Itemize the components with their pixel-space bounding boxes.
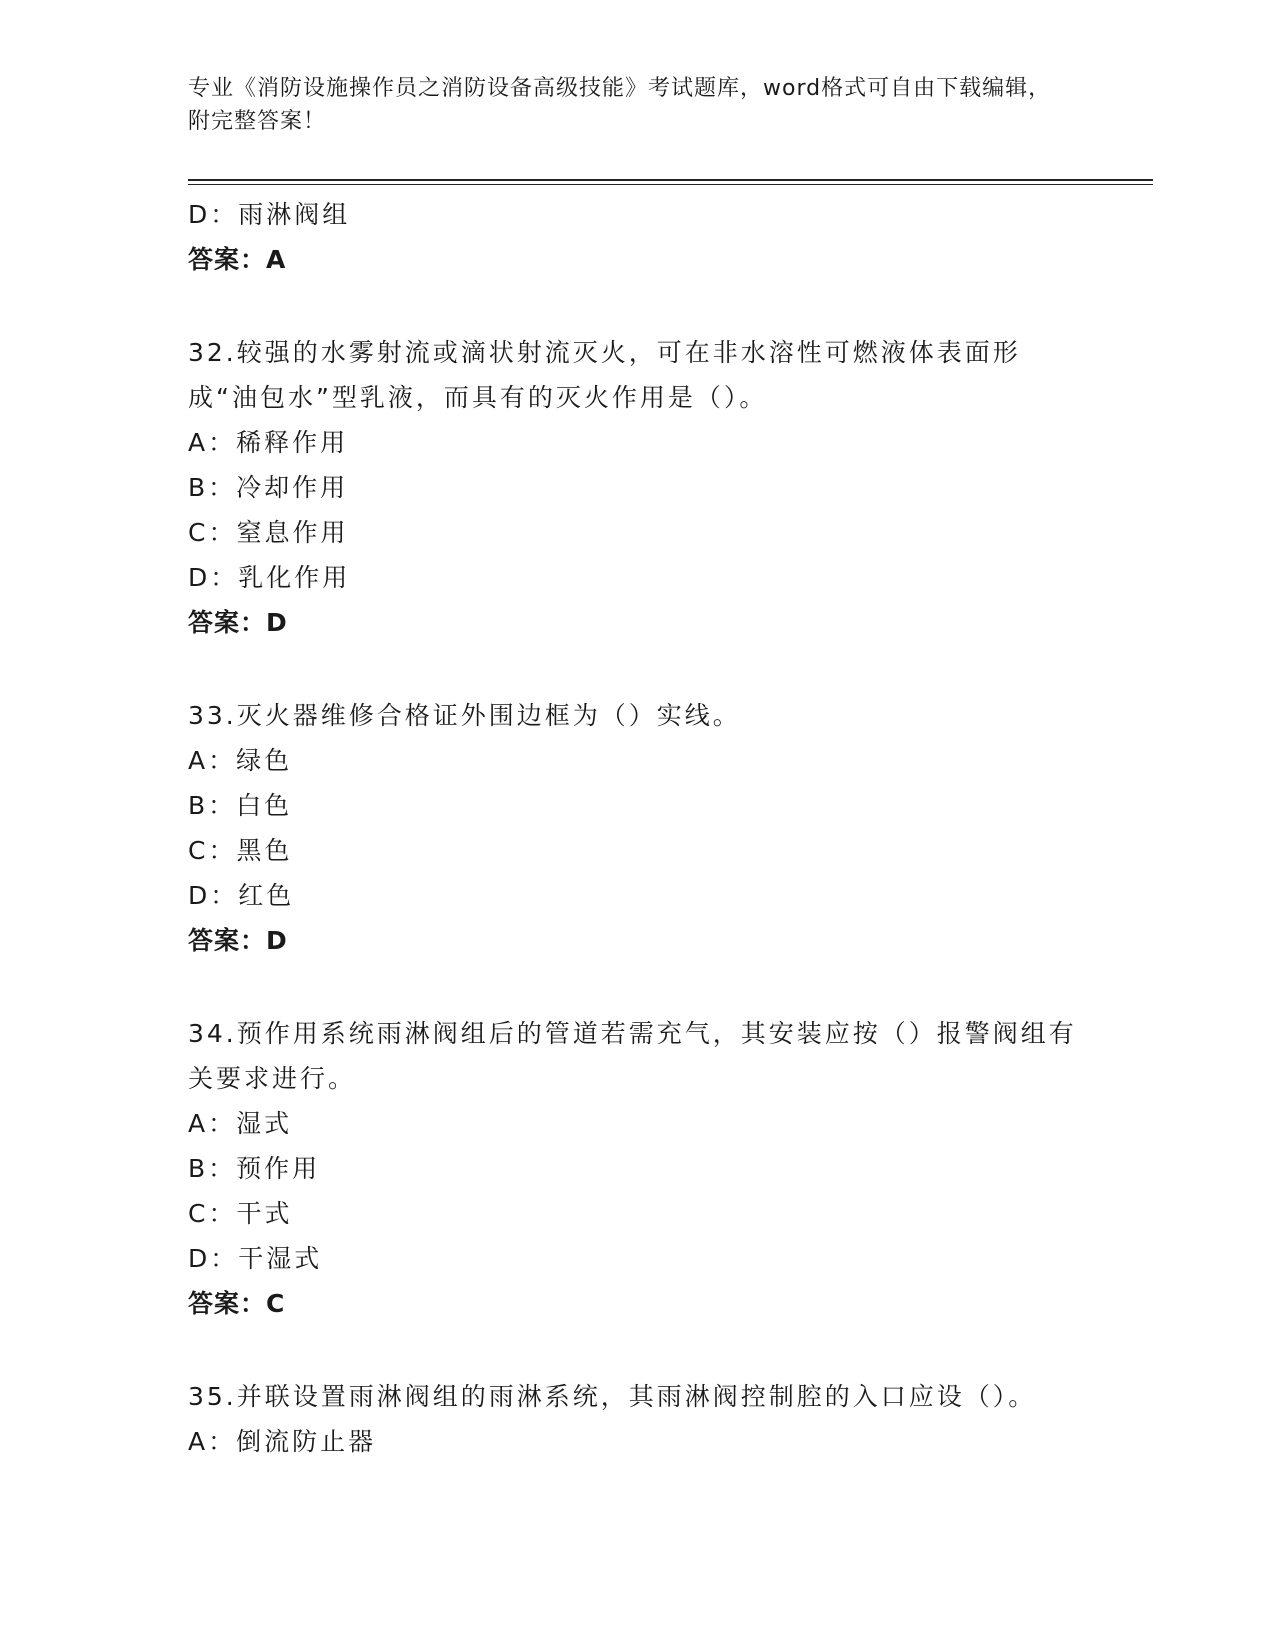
option-d: D：干湿式	[188, 1244, 323, 1273]
option-a: A：稀释作用	[188, 428, 349, 457]
option-b: B：白色	[188, 791, 293, 820]
question-stem: 35.并联设置雨淋阀组的雨淋系统，其雨淋阀控制腔的入口应设（）。	[188, 1382, 1037, 1411]
spacer	[188, 283, 1088, 330]
question-33	[188, 693, 1088, 964]
option-d: D：乳化作用	[188, 563, 351, 592]
page-header-text: 专业《消防设施操作员之消防设备高级技能》考试题库，word格式可自由下载编辑，附完整答案！	[188, 76, 1052, 134]
option-b: B：预作用	[188, 1154, 321, 1183]
question-stem: 34.预作用系统雨淋阀组后的管道若需充气，其安装应按（）报警阀组有关要求进行。	[188, 1019, 1077, 1093]
question-34	[188, 1011, 1088, 1327]
option-a: A：湿式	[188, 1109, 293, 1138]
option-d: D：红色	[188, 881, 295, 910]
answer	[188, 1281, 1088, 1327]
option-b: B：冷却作用	[188, 473, 349, 502]
spacer	[188, 646, 1088, 693]
answer	[188, 600, 1088, 646]
spacer	[188, 964, 1088, 1011]
option-c: C：黑色	[188, 836, 293, 865]
header-divider	[188, 179, 1153, 185]
answer-text: 答案：D	[188, 608, 288, 637]
answer-text: 答案：D	[188, 926, 288, 955]
question-stem: 33.灭火器维修合格证外围边框为（）实线。	[188, 701, 741, 730]
option-c: C：干式	[188, 1199, 293, 1228]
option-a: A：倒流防止器	[188, 1427, 377, 1456]
document-body	[188, 192, 1088, 1464]
prev-answer-text: 答案：A	[188, 245, 287, 274]
option-c: C：窒息作用	[188, 518, 349, 547]
question-stem: 32.较强的水雾射流或滴状射流灭火，可在非水溶性可燃液体表面形成“油包水”型乳液，而具有的灭火作用是（）。	[188, 338, 1021, 412]
option-a: A：绿色	[188, 746, 293, 775]
question-35	[188, 1374, 1088, 1464]
prev-answer	[188, 237, 1088, 283]
answer	[188, 918, 1088, 964]
answer-text: 答案：C	[188, 1289, 286, 1318]
question-32	[188, 330, 1088, 646]
prev-option-d: D：雨淋阀组	[188, 200, 351, 229]
spacer	[188, 1327, 1088, 1374]
